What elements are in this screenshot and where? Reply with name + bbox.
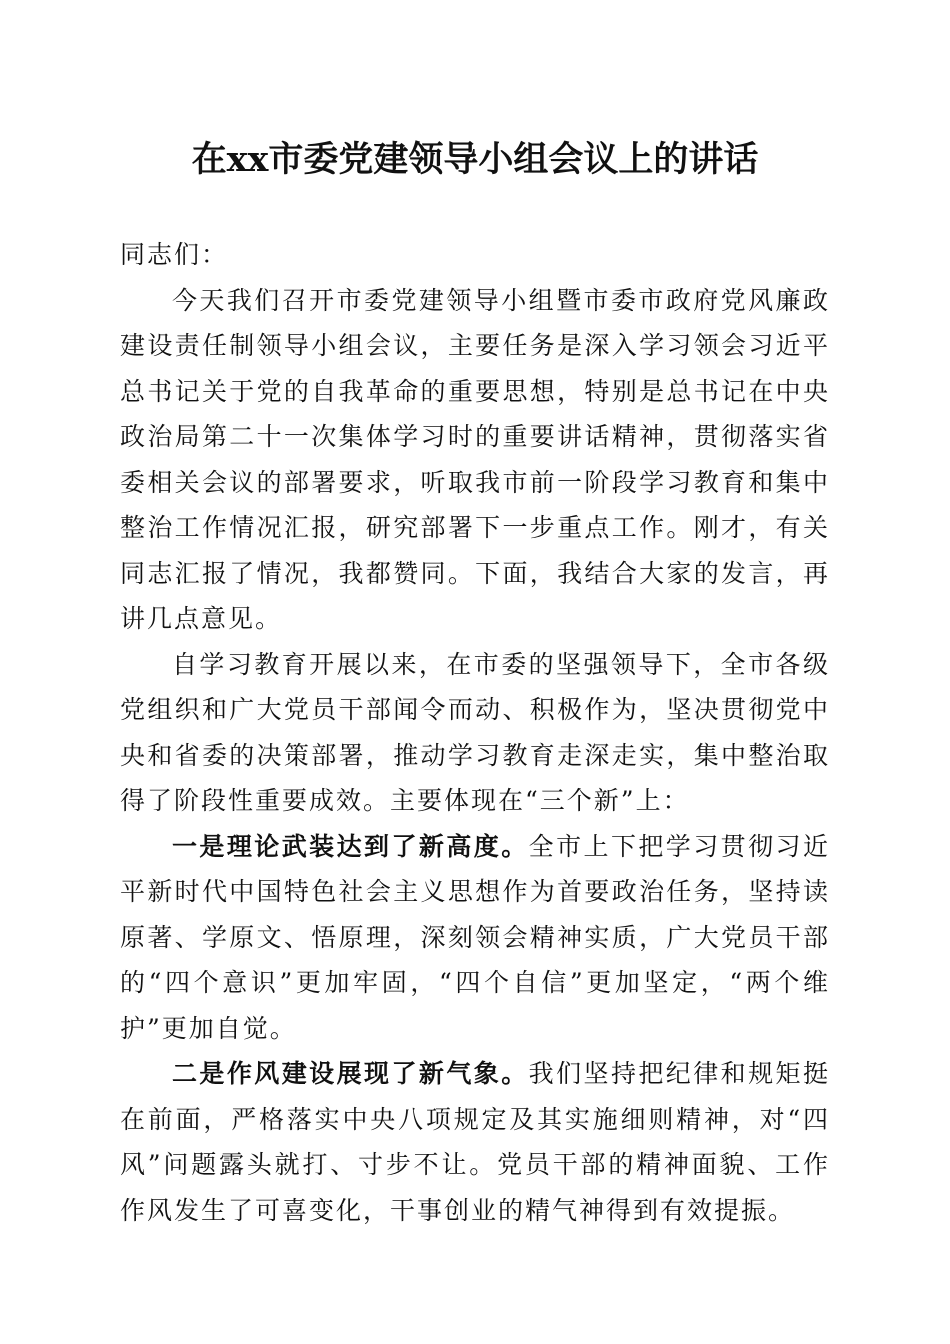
salutation: 同志们： <box>120 240 229 269</box>
paragraph-point-one <box>120 824 830 1052</box>
document-title: 在xx市委党建领导小组会议上的讲话 <box>191 139 759 180</box>
paragraph-text: 我们坚持把纪律和规矩挺在前面，严格落实中央八项规定及其实施细则精神，对“四风”问题露头就打、寸步不让。党员干部的精神面貌、工作作风发生了可喜变化，干事创业的精气神得到有效提振。 <box>120 1059 830 1225</box>
paragraph-lead: 一是理论武装达到了新高度。 <box>172 831 529 861</box>
paragraph-point-two <box>120 1051 830 1233</box>
paragraph-text: 今天我们召开市委党建领导小组暨市委市政府党风廉政建设责任制领导小组会议，主要任务是深入学习领会习近平总书记关于党的自我革命的重要思想，特别是总书记在中央政治局第二十一次集体学习时的重要讲话精神，贯彻落实省委相关会议的部署要求，听取我市前一阶段学习教育和集中整治工作情况汇报，研究部署下一步重点工作。刚才，有关同志汇报了情况，我都赞同。下面，我结合大家的发言，再讲几点意见。 <box>120 285 830 633</box>
paragraph-achievements-intro <box>120 642 830 824</box>
document-body <box>120 232 830 1233</box>
paragraph-text: 自学习教育开展以来，在市委的坚强领导下，全市各级党组织和广大党员干部闻令而动、积极作为，坚决贯彻党中央和省委的决策部署，推动学习教育走深走实，集中整治取得了阶段性重要成效。主要体现在“三个新”上： <box>120 649 830 815</box>
paragraph-lead: 二是作风建设展现了新气象。 <box>172 1059 529 1088</box>
paragraph-opening <box>120 278 830 642</box>
paragraph-text: 全市上下把学习贯彻习近平新时代中国特色社会主义思想作为首要政治任务，坚持读原著、学原文、悟原理，深刻领会精神实质，广大党员干部的“四个意识”更加牢固，“四个自信”更加坚定，“两个维护”更加自觉。 <box>120 831 830 1043</box>
